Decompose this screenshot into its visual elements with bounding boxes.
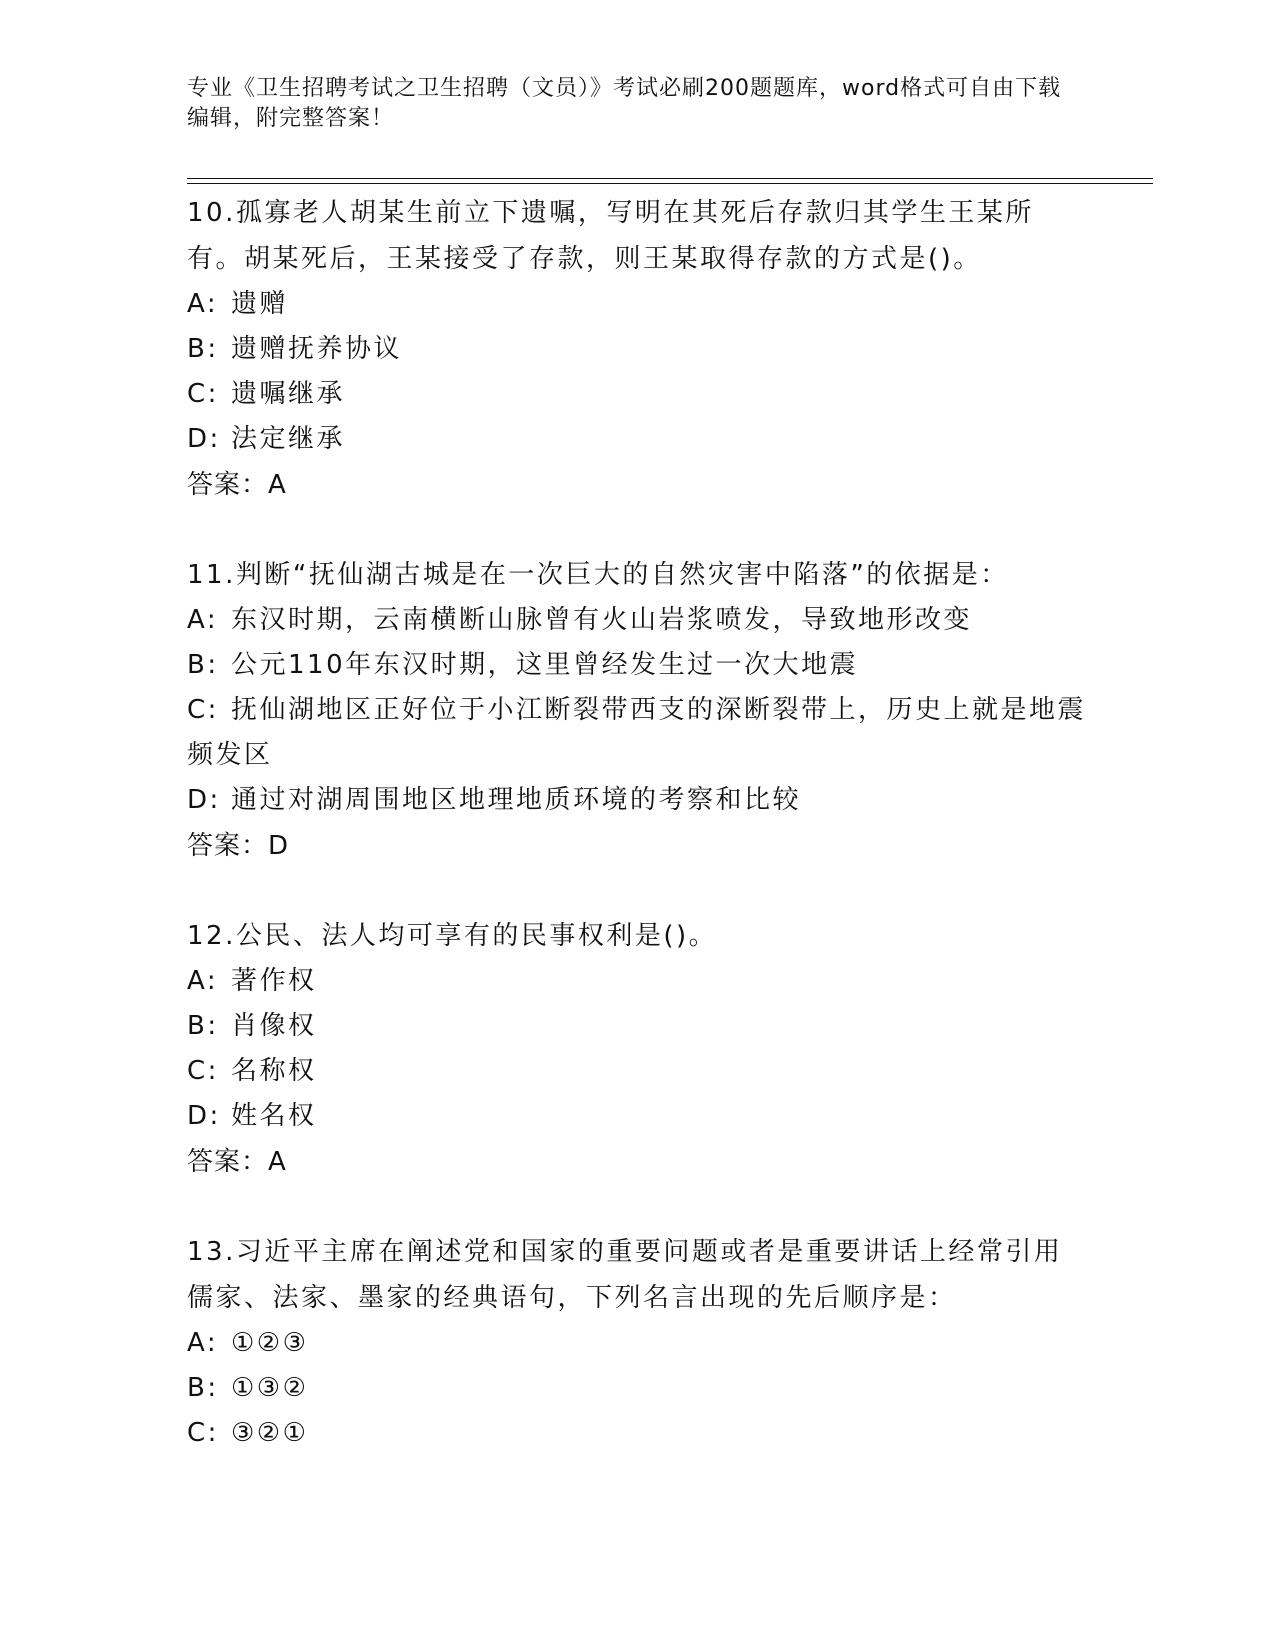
question-10 — [187, 190, 1087, 508]
option-letter: A: — [187, 289, 219, 319]
option-d — [187, 417, 1087, 462]
option-a — [187, 1321, 1087, 1366]
document-header: 专业《卫生招聘考试之卫生招聘（文员）》考试必刷200题题库，word格式可自由下载编辑，附完整答案！ — [187, 76, 1062, 131]
option-c — [187, 688, 1087, 778]
option-b — [187, 1004, 1087, 1049]
option-a — [187, 959, 1087, 1004]
option-letter: A: — [187, 605, 219, 635]
option-text: ①③② — [231, 1373, 309, 1403]
option-text: 通过对湖周围地区地理地质环境的考察和比较 — [231, 785, 802, 815]
option-text: 遗赠 — [231, 289, 289, 319]
option-text: 公元110年东汉时期，这里曾经发生过一次大地震 — [231, 650, 859, 680]
option-text: 著作权 — [231, 966, 317, 996]
answer-line: 答案：A — [187, 470, 287, 500]
option-c — [187, 372, 1087, 417]
header-divider-bottom — [187, 183, 1153, 184]
option-letter: D: — [187, 1101, 221, 1131]
option-text: 法定继承 — [231, 424, 346, 454]
option-letter: A: — [187, 966, 219, 996]
option-text: ①②③ — [231, 1328, 309, 1358]
option-text: 肖像权 — [231, 1011, 317, 1041]
option-letter: C: — [187, 379, 219, 409]
option-letter: C: — [187, 695, 219, 725]
question-stem: 13.习近平主席在阐述党和国家的重要问题或者是重要讲话上经常引用儒家、法家、墨家的经典语句，下列名言出现的先后顺序是： — [187, 1237, 1063, 1313]
option-letter: D: — [187, 785, 221, 815]
option-letter: C: — [187, 1418, 219, 1448]
header-divider-top — [187, 178, 1153, 179]
question-12 — [187, 913, 1087, 1185]
option-c — [187, 1411, 1087, 1456]
option-text: 遗赠抚养协议 — [231, 334, 403, 364]
option-b — [187, 1366, 1087, 1411]
question-stem: 10.孤寡老人胡某生前立下遗嘱，写明在其死后存款归其学生王某所有。胡某死后，王某接受了存款，则王某取得存款的方式是()。 — [187, 198, 1034, 274]
option-text: 遗嘱继承 — [231, 379, 346, 409]
option-letter: B: — [187, 1373, 219, 1403]
option-b — [187, 327, 1087, 372]
option-c — [187, 1049, 1087, 1094]
option-text: 名称权 — [231, 1056, 317, 1086]
question-stem: 11.判断“抚仙湖古城是在一次巨大的自然灾害中陷落”的依据是： — [187, 560, 1009, 590]
option-a — [187, 282, 1087, 327]
option-letter: B: — [187, 334, 219, 364]
questions-list — [187, 190, 1087, 1456]
option-letter: D: — [187, 424, 221, 454]
option-b — [187, 643, 1087, 688]
question-13 — [187, 1229, 1087, 1456]
option-text: 东汉时期，云南横断山脉曾有火山岩浆喷发，导致地形改变 — [231, 605, 973, 635]
question-stem: 12.公民、法人均可享有的民事权利是()。 — [187, 921, 718, 951]
option-text: 姓名权 — [231, 1101, 317, 1131]
answer-line: 答案：D — [187, 831, 290, 861]
option-d — [187, 1094, 1087, 1139]
option-letter: C: — [187, 1056, 219, 1086]
option-text: ③②① — [231, 1418, 309, 1448]
answer-line: 答案：A — [187, 1147, 287, 1177]
option-a — [187, 598, 1087, 643]
option-letter: A: — [187, 1328, 219, 1358]
option-d — [187, 778, 1087, 823]
question-11 — [187, 552, 1087, 869]
option-letter: B: — [187, 650, 219, 680]
option-letter: B: — [187, 1011, 219, 1041]
option-text: 抚仙湖地区正好位于小江断裂带西支的深断裂带上，历史上就是地震频发区 — [187, 695, 1087, 770]
